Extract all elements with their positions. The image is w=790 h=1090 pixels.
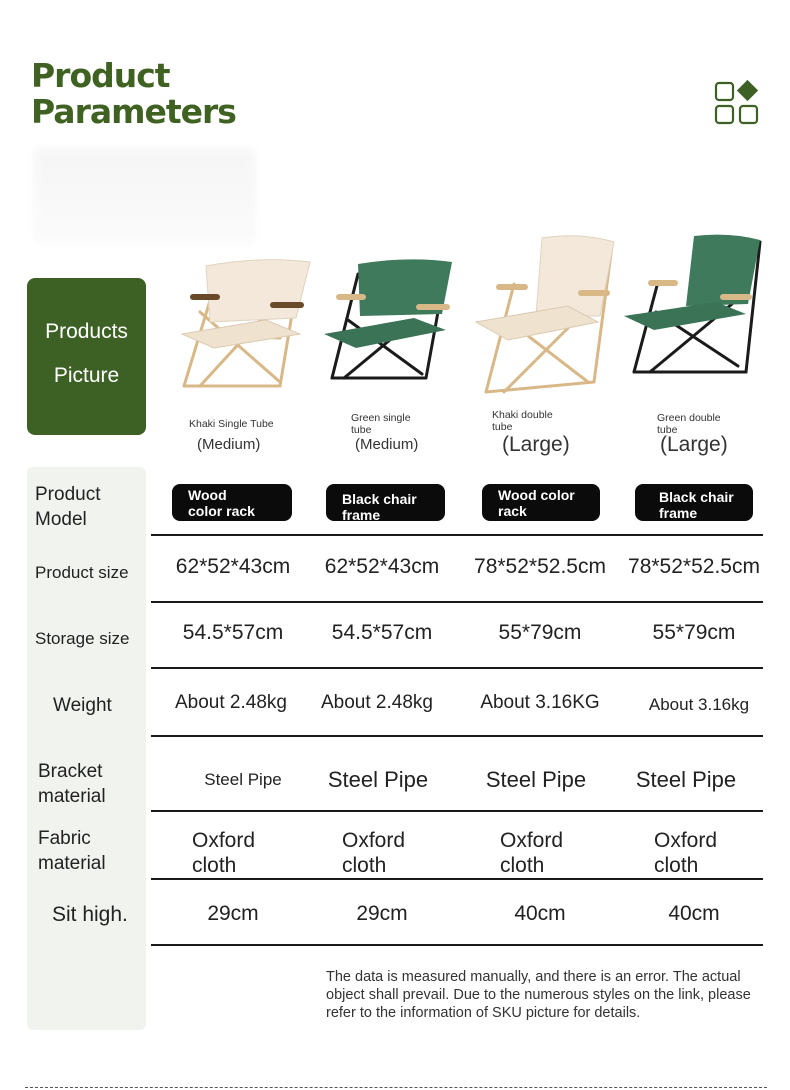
fabric-cell: Oxford cloth xyxy=(192,829,256,877)
model-badge-3: Wood color rack xyxy=(482,484,600,521)
row-divider xyxy=(151,810,763,812)
sit-high-cell: 29cm xyxy=(207,902,259,925)
fabric-cell: Oxford cloth xyxy=(342,829,406,877)
bracket-cell: Steel Pipe xyxy=(485,767,587,792)
disclaimer-note: The data is measured manually, and there is an error. The actual object shall prevail. Due to the numerous styles on the link, please refer to the information of SKU picture for details. xyxy=(326,969,751,1021)
row-label-product-size: Product size xyxy=(35,563,129,582)
storage-size-cell: 54.5*57cm xyxy=(331,621,433,644)
blurred-placeholder xyxy=(34,148,256,244)
product-caption-4: Green double tube xyxy=(657,412,721,436)
title-line-1: Product xyxy=(31,56,170,95)
row-label-model: Product Model xyxy=(35,484,101,530)
picture-label-line2: Picture xyxy=(53,364,120,387)
green-single-chair-image xyxy=(318,254,463,384)
product-size-cell: 78*52*52.5cm xyxy=(474,555,606,578)
fabric-cell: Oxford cloth xyxy=(500,829,564,877)
storage-size-cell: 55*79cm xyxy=(652,621,736,644)
row-divider xyxy=(151,878,763,880)
title-line-2: Parameters xyxy=(31,92,236,131)
fabric-cell: Oxford cloth xyxy=(654,829,718,877)
sit-high-cell: 40cm xyxy=(668,902,720,925)
product-size-cell: 62*52*43cm xyxy=(175,555,291,578)
product-size-label-3: (Large) xyxy=(502,433,570,456)
product-size-cell: 78*52*52.5cm xyxy=(628,555,760,578)
product-size-cell: 62*52*43cm xyxy=(324,555,440,578)
green-double-chair-image xyxy=(620,232,768,380)
sit-high-cell: 40cm xyxy=(514,902,566,925)
model-badge-1: Wood color rack xyxy=(172,484,292,521)
product-caption-2: Green single tube xyxy=(351,412,411,436)
row-divider xyxy=(151,667,763,669)
sit-high-cell: 29cm xyxy=(356,902,408,925)
product-caption-1: Khaki Single Tube xyxy=(189,418,274,430)
row-label-panel xyxy=(27,467,146,1030)
bracket-cell: Steel Pipe xyxy=(204,770,282,789)
weight-cell: About 2.48kg xyxy=(175,692,287,713)
product-size-label-1: (Medium) xyxy=(197,436,261,453)
row-divider xyxy=(151,601,763,603)
row-divider xyxy=(151,735,763,737)
row-label-weight: Weight xyxy=(53,695,112,716)
row-label-bracket: Bracket material xyxy=(38,761,106,807)
product-caption-3: Khaki double tube xyxy=(492,409,553,433)
storage-size-cell: 55*79cm xyxy=(498,621,582,644)
product-size-label-4: (Large) xyxy=(660,433,728,456)
picture-label-line1: Products xyxy=(45,320,128,343)
weight-cell: About 3.16KG xyxy=(480,692,600,713)
dashed-divider xyxy=(25,1087,767,1088)
weight-cell: About 3.16kg xyxy=(648,695,750,714)
storage-size-cell: 54.5*57cm xyxy=(182,621,284,644)
squares-diamond-logo-icon xyxy=(714,80,762,126)
bracket-cell: Steel Pipe xyxy=(327,767,429,792)
row-label-fabric: Fabric material xyxy=(38,828,106,874)
khaki-double-chair-image xyxy=(470,232,620,402)
row-label-storage-size: Storage size xyxy=(35,629,130,648)
page-title xyxy=(31,58,236,130)
model-badge-4: Black chair frame xyxy=(635,484,753,521)
row-label-sit-high: Sit high. xyxy=(52,903,128,926)
bracket-cell: Steel Pipe xyxy=(635,767,737,792)
model-badge-2: Black chair frame xyxy=(326,484,445,521)
product-size-label-2: (Medium) xyxy=(355,436,419,453)
row-divider xyxy=(151,534,763,536)
row-divider xyxy=(151,944,763,946)
weight-cell: About 2.48kg xyxy=(321,692,433,713)
products-picture-label xyxy=(27,278,146,435)
khaki-single-chair-image xyxy=(170,254,315,394)
